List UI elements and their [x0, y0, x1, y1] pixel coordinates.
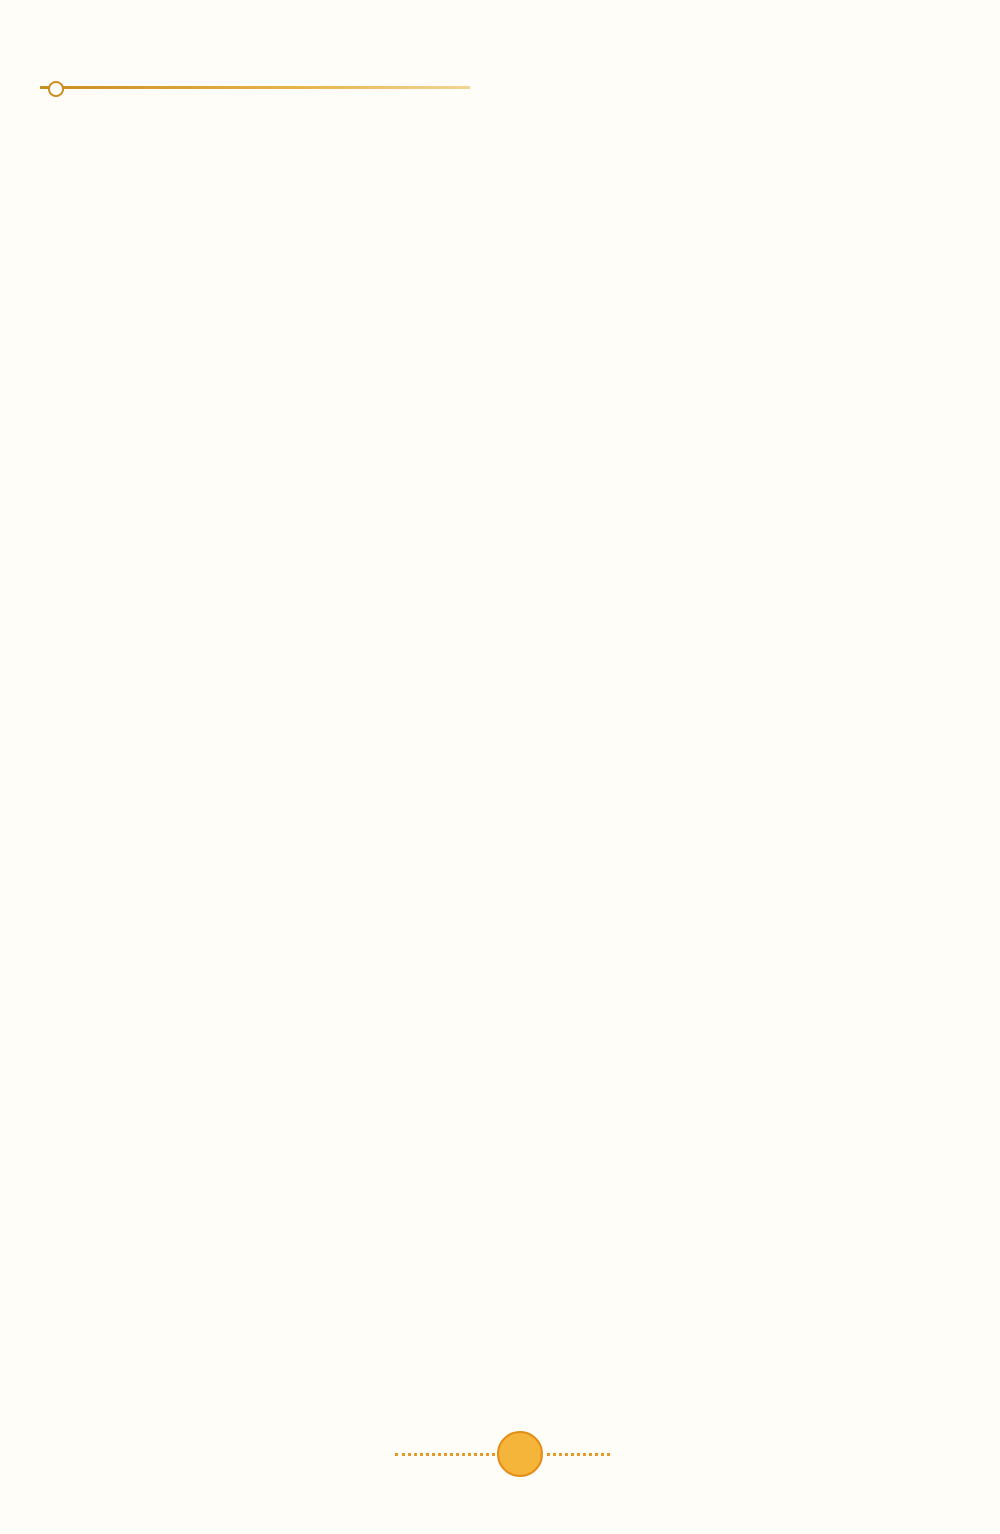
footer-dots-right — [540, 1453, 610, 1456]
header-rule — [40, 86, 470, 89]
page-header — [40, 50, 480, 100]
page-number — [497, 1431, 543, 1477]
header-dot-icon — [48, 81, 64, 97]
watermark-logo — [820, 1440, 990, 1530]
footer-dots-left — [395, 1453, 495, 1456]
